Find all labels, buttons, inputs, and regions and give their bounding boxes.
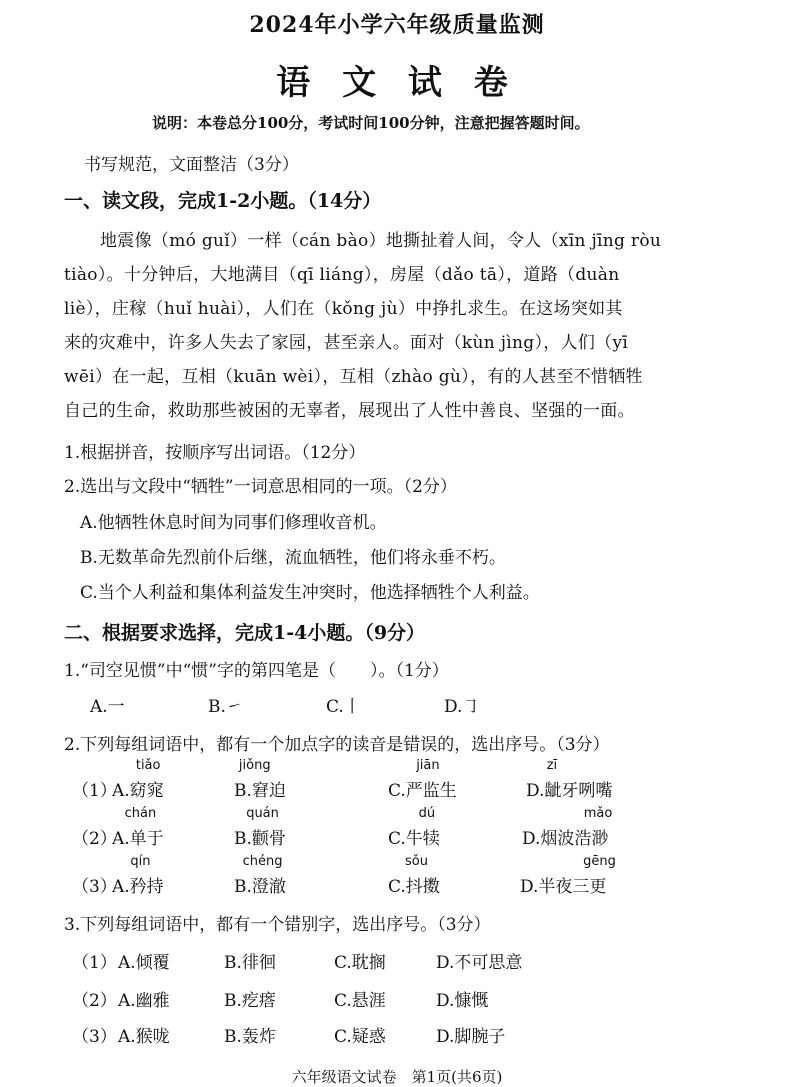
q2-2-row3-num: （3）	[72, 877, 117, 897]
q2-3-row2-c: C.悬涯	[334, 991, 386, 1011]
q2-3-row3-num: （3）	[72, 1027, 117, 1047]
q1-2-option-a: A.他牺牲休息时间为同事们修理收音机。	[80, 513, 387, 533]
passage-line-3: liè），庄稼（huǐ huài），人们在（kǒng jù）中挣扎求生。在这场突如其	[64, 299, 623, 319]
page-footer: 六年级语文试卷 第1页(共6页)	[291, 1068, 503, 1086]
question-2-2: 2.下列每组词语中，都有一个加点字的读音是错误的，选出序号。（3分）	[64, 735, 610, 755]
q2-2-row2-d: D.烟波浩渺 mǎo	[522, 806, 613, 849]
section1-heading: 一、读文段，完成1-2小题。（14分）	[64, 190, 382, 212]
exam-title: 2024年小学六年级质量监测	[249, 12, 545, 38]
q2-1-option-a: A.一	[90, 697, 125, 717]
q2-2-row2-c: C.牛犊 dú	[388, 806, 440, 849]
q2-2-row1-num: （1）	[72, 781, 117, 801]
subject-title: 语 文 试 卷	[276, 63, 518, 103]
passage-line-5: wēi）在一起，互相（kuān wèi），互相（zhào gù），有的人甚至不惜牺牲	[64, 367, 643, 387]
passage-line-6: 自己的生命，救助那些被困的无辜者，展现出了人性中善良、坚强的一面。	[64, 401, 635, 421]
q2-3-row3-b: B.轰炸	[224, 1027, 276, 1047]
q2-3-row3-d: D.脚腕子	[436, 1027, 506, 1047]
q2-3-row1-c: C.耽搁	[334, 953, 386, 973]
q2-3-row3-a: A.猴咙	[118, 1027, 170, 1047]
q2-3-row2-b: B.疙瘩	[224, 991, 276, 1011]
q2-3-row1-b: B.徘徊	[224, 953, 276, 973]
q2-3-row1-num: （1）	[72, 953, 117, 973]
q2-1-option-c: C.丨	[326, 697, 361, 717]
question-1-1: 1.根据拼音，按顺序写出词语。（12分）	[64, 443, 366, 463]
q2-1-option-d: D.㇆	[444, 697, 480, 717]
q2-2-row3-a: A.矜持 qín	[112, 854, 164, 897]
q2-2-row1-a: A.窈窕 tiǎo	[112, 758, 164, 801]
passage-line-1: 地震像（mó guǐ）一样（cán bào）地撕扯着人间，令人（xīn jīng ròu	[100, 231, 662, 251]
question-2-1: 1.“司空见惯”中“惯”字的第四笔是（ ）。（1分）	[64, 661, 449, 681]
section2-heading: 二、根据要求选择，完成1-4小题。（9分）	[64, 622, 426, 644]
q2-3-row3-c: C.疑惑	[334, 1027, 386, 1047]
q2-2-row3-c: C.抖擞 sǒu	[388, 854, 440, 897]
passage-line-2: tiào）。十分钟后，大地满目（qī liáng），房屋（dǎo tā），道路（duàn	[64, 265, 620, 285]
q2-3-row2-num: （2）	[72, 991, 117, 1011]
q2-1-option-b: B.㇀	[208, 697, 243, 717]
q2-3-row2-d: D.慷慨	[436, 991, 489, 1011]
question-2-3: 3.下列每组词语中，都有一个错别字，选出序号。（3分）	[64, 915, 491, 935]
q2-2-row3-d: D.半夜三更 gēng	[520, 854, 616, 897]
q2-3-row2-a: A.幽雅	[118, 991, 170, 1011]
passage-line-4: 来的灾难中，许多人失去了家园，甚至亲人。面对（kùn jìng），人们（yī	[64, 333, 629, 353]
q2-3-row1-a: A.倾覆	[118, 953, 170, 973]
question-1-2: 2.选出与文段中“牺牲”一词意思相同的一项。（2分）	[64, 477, 457, 497]
q2-2-row2-a: A.单于 chán	[112, 806, 164, 849]
q2-3-row1-d: D.不可思意	[436, 953, 523, 973]
q1-2-option-b: B.无数革命先烈前仆后继，流血牺牲，他们将永垂不朽。	[80, 548, 506, 568]
q2-2-row3-b: B.澄澈 chéng	[234, 854, 286, 897]
q2-2-row1-c: C.严监生 jiān	[388, 758, 457, 801]
q1-2-option-c: C.当个人利益和集体利益发生冲突时，他选择牺牲个人利益。	[80, 583, 540, 603]
q2-2-row1-b: B.窘迫 jiǒng	[234, 758, 286, 801]
q2-2-row1-d: D.龇牙咧嘴 zī	[526, 758, 613, 801]
q2-2-row2-b: B.颧骨 quán	[234, 806, 286, 849]
writing-note: 书写规范，文面整洁（3分）	[84, 155, 299, 175]
exam-instructions: 说明：本卷总分100分，考试时间100分钟，注意把握答题时间。	[152, 114, 590, 132]
q2-2-row2-num: （2）	[72, 829, 117, 849]
